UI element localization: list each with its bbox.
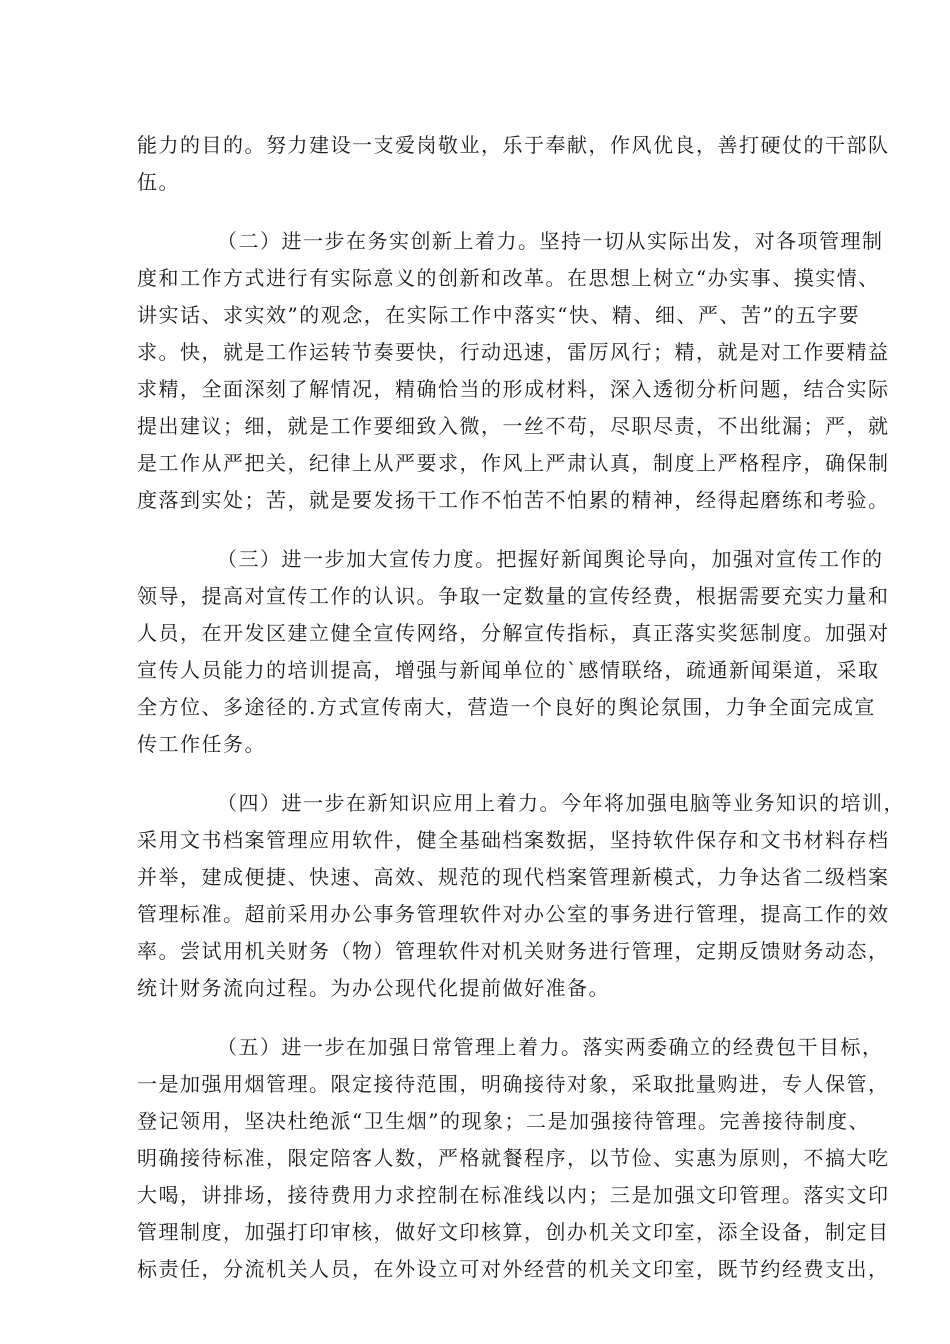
text-line: 明确接待标准，限定陪客人数，严格就餐程序，以节俭、实惠为原则，不搞大吃 <box>137 1146 890 1170</box>
text-line: 求。快，就是工作运转节奏要快，行动迅速，雷厉风行；精，就是对工作要精益 <box>137 340 890 364</box>
text-line: 管理标准。超前采用办公事务管理软件对办公室的事务进行管理，提高工作的效 <box>137 902 890 926</box>
text-line: 大喝，讲排场，接待费用力求控制在标准线以内；三是加强文印管理。落实文印 <box>137 1183 890 1207</box>
paragraph-section-4 <box>137 785 905 1007</box>
text-line: 宣传人员能力的培训提高，增强与新闻单位的`感情联络，疏通新闻渠道，采取 <box>137 658 880 682</box>
text-line: 统计财务流向过程。为办公现代化提前做好准备。 <box>137 976 610 1000</box>
text-line: （三）进一步加大宣传力度。把握好新闻舆论导向，加强对宣传工作的 <box>217 547 884 571</box>
text-line: 一是加强用烟管理。限定接待范围，明确接待对象，采取批量购进，专人保管， <box>137 1072 890 1096</box>
paragraph-section-5 <box>137 1029 890 1288</box>
text-line: 是工作从严把关，纪律上从严要求，作风上严肃认真，制度上严格程序，确保制 <box>137 451 890 475</box>
paragraph-intro-continuation <box>137 127 890 201</box>
text-line: 管理制度，加强打印审核，做好文印核算，创办机关文印室，添全设备，制定目 <box>137 1220 890 1244</box>
paragraph-section-2 <box>137 223 890 519</box>
paragraph-section-3 <box>137 541 890 763</box>
text-line: 领导，提高对宣传工作的认识。争取一定数量的宣传经费，根据需要充实力量和 <box>137 584 890 608</box>
text-line: 全方位、多途径的.方式宣传南大，营造一个良好的舆论氛围，力争全面完成宣 <box>137 695 876 719</box>
text-line: 度和工作方式进行有实际意义的创新和改革。在思想上树立“办实事、摸实情、 <box>137 266 880 290</box>
text-line: 采用文书档案管理应用软件，健全基础档案数据，坚持软件保存和文书材料存档 <box>137 828 890 852</box>
text-line: 求精，全面深刻了解情况，精确恰当的形成材料，深入透彻分析问题，结合实际 <box>137 377 890 401</box>
text-line: 标责任，分流机关人员，在外设立可对外经营的机关文印室，既节约经费支出， <box>137 1257 890 1281</box>
text-line: 讲实话、求实效”的观念，在实际工作中落实“快、精、细、严、苦”的五字要 <box>137 303 861 327</box>
document-body <box>137 127 905 1310</box>
text-line: 传工作任务。 <box>137 732 266 756</box>
text-line: （四）进一步在新知识应用上着力。今年将加强电脑等业务知识的培训， <box>217 791 905 815</box>
text-line: 度落到实处；苦，就是要发扬干工作不怕苦不怕累的精神，经得起磨练和考验。 <box>137 488 890 512</box>
text-line: 人员，在开发区建立健全宣传网络，分解宣传指标，真正落实奖惩制度。加强对 <box>137 621 890 645</box>
text-line: （五）进一步在加强日常管理上着力。落实两委确立的经费包干目标， <box>217 1035 884 1059</box>
text-line: 并举，建成便捷、快速、高效、规范的现代档案管理新模式，力争达省二级档案 <box>137 865 890 889</box>
text-line: 率。尝试用机关财务（物）管理软件对机关财务进行管理，定期反馈财务动态， <box>137 939 890 963</box>
text-line: （二）进一步在务实创新上着力。坚持一切从实际出发，对各项管理制 <box>217 229 884 253</box>
text-line: 登记领用，坚决杜绝派“卫生烟”的现象；二是加强接待管理。完善接待制度、 <box>137 1109 870 1133</box>
text-line: 能力的目的。努力建设一支爱岗敬业，乐于奉献，作风优良，善打硬仗的干部队 <box>137 133 890 157</box>
text-line: 伍。 <box>137 170 180 194</box>
text-line: 提出建议；细，就是工作要细致入微，一丝不苟，尽职尽责，不出纰漏；严，就 <box>137 414 890 438</box>
